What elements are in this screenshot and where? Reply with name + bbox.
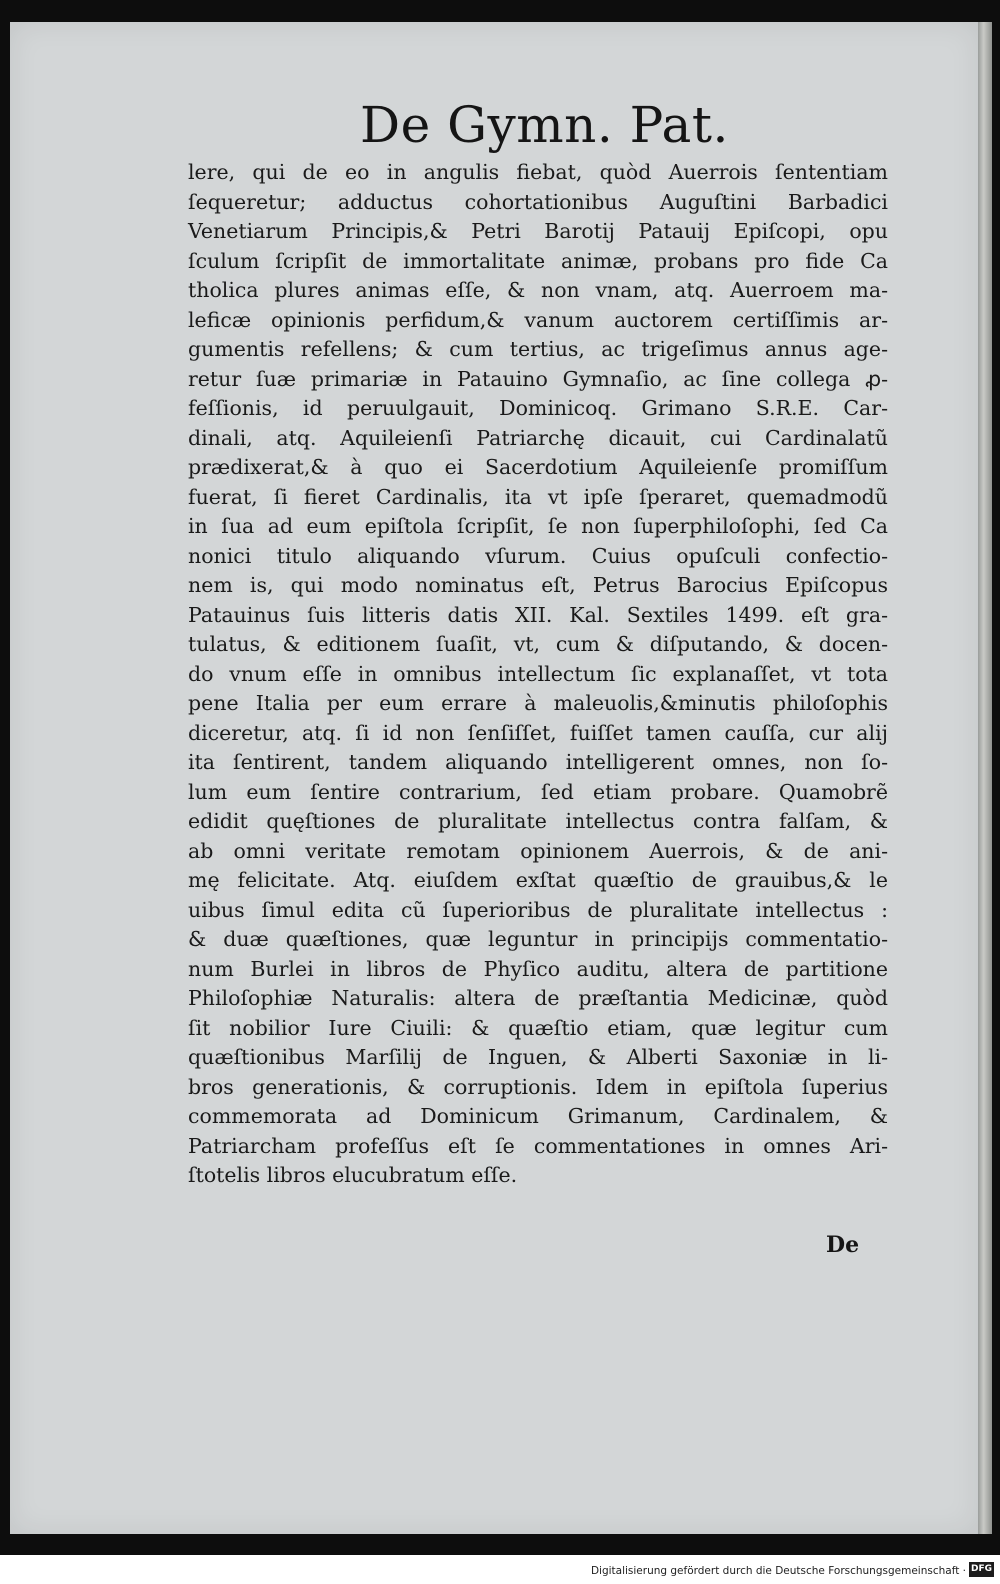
text-line: lum eum ſentire contrarium, ſed etiam probare. Quamobrẽ xyxy=(188,779,888,804)
text-line: in ſua ad eum epiſtola ſcripſit, ſe non ſuperphiloſophi, ſed Ca xyxy=(188,514,888,538)
page-edge xyxy=(978,22,992,1534)
text-line: ſculum ſcripſit de immortalitate animæ, probans pro fide Ca xyxy=(188,248,888,273)
text-line: num Burlei in libros de Phyſico auditu, altera de partitione xyxy=(188,956,888,981)
text-line: tholica plures animas eſſe, & non vnam, atq. Auerroem ma- xyxy=(188,278,888,302)
text-line: prædixerat,& à quo ei Sacerdotium Aquileienſe promiſſum xyxy=(188,455,888,479)
text-line: Patauinus ſuis litteris datis XII. Kal. Sextiles 1499. eſt gra- xyxy=(188,602,888,627)
text-line: ſequeretur; adductus cohortationibus Auguſtini Barbadici xyxy=(188,189,888,214)
text-line: Philoſophiæ Naturalis: altera de præſtantia Medicinæ, quòd xyxy=(188,986,888,1010)
dfg-logo: DFG xyxy=(969,1562,994,1577)
text-line: do vnum eſſe in omnibus intellectum ſic explanaſſet, vt tota xyxy=(188,661,888,686)
text-line: lere, qui de eo in angulis fiebat, quòd Auerrois ſententiam xyxy=(188,160,888,184)
text-line: edidit quęſtiones de pluralitate intellectus contra falſam, & xyxy=(188,809,888,833)
text-line: diceretur, atq. ſi id non ſenſiſſet, fuiſſet tamen cauſſa, cur alij xyxy=(188,720,888,745)
text-line: bros generationis, & corruptionis. Idem in epiſtola ſuperius xyxy=(188,1074,888,1099)
text-line: & duæ quæſtiones, quæ leguntur in principijs commentatio- xyxy=(188,927,888,951)
text-line: Venetiarum Principis,& Petri Barotij Patauij Epiſcopi, opu xyxy=(188,219,888,243)
text-line: ab omni veritate remotam opinionem Auerrois, & de ani- xyxy=(188,838,888,863)
running-head: De Gymn. Pat. xyxy=(360,96,729,154)
body-text xyxy=(188,158,888,1191)
text-line: mę felicitate. Atq. eiuſdem exſtat quæſtio de grauibus,& le xyxy=(188,868,888,892)
text-line: ſit nobilior Iure Ciuili: & quæſtio etiam, quæ legitur cum xyxy=(188,1015,888,1040)
text-line: quæſtionibus Marſilij de Inguen, & Alberti Saxoniæ in li- xyxy=(188,1045,888,1069)
text-line: uibus ſimul edita cũ ſuperioribus de pluralitate intellectus : xyxy=(188,897,888,922)
text-line: feſſionis, id peruulgauit, Dominicoq. Grimano S.R.E. Car- xyxy=(188,396,888,420)
text-line: Patriarcham profeſſus eſt ſe commentationes in omnes Ari- xyxy=(188,1133,888,1158)
text-line: pene Italia per eum errare à maleuolis,&minutis philoſophis xyxy=(188,691,888,715)
digitization-credit: Digitalisierung gefördert durch die Deutsche Forschungsgemeinschaft · xyxy=(590,1565,966,1577)
text-line: tulatus, & editionem ſuaſit, vt, cum & diſputando, & docen- xyxy=(188,632,888,656)
text-line: nem is, qui modo nominatus eſt, Petrus Barocius Epiſcopus xyxy=(188,573,888,597)
text-line: fuerat, ſi fieret Cardinalis, ita vt ipſe ſperaret, quemadmodũ xyxy=(188,484,888,509)
text-line: dinali, atq. Aquileienſi Patriarchę dicauit, cui Cardinalatũ xyxy=(188,425,888,450)
text-line: ſtotelis libros elucubratum eſſe. xyxy=(188,1163,518,1187)
text-line: commemorata ad Dominicum Grimanum, Cardinalem, & xyxy=(188,1104,888,1128)
text-line: nonici titulo aliquando vſurum. Cuius opuſculi confectio- xyxy=(188,543,888,568)
text-line: retur ſuæ primariæ in Patauino Gymnaſio, ac ſine collega ꝓ- xyxy=(188,366,888,391)
text-line: gumentis refellens; & cum tertius, ac trigeſimus annus age- xyxy=(188,337,888,361)
text-line: leficæ opinionis perfidum,& vanum auctorem certiſſimis ar- xyxy=(188,307,888,332)
text-line: ita ſentirent, tandem aliquando intelligerent omnes, non ſo- xyxy=(188,750,888,774)
catchword: De xyxy=(826,1232,860,1258)
